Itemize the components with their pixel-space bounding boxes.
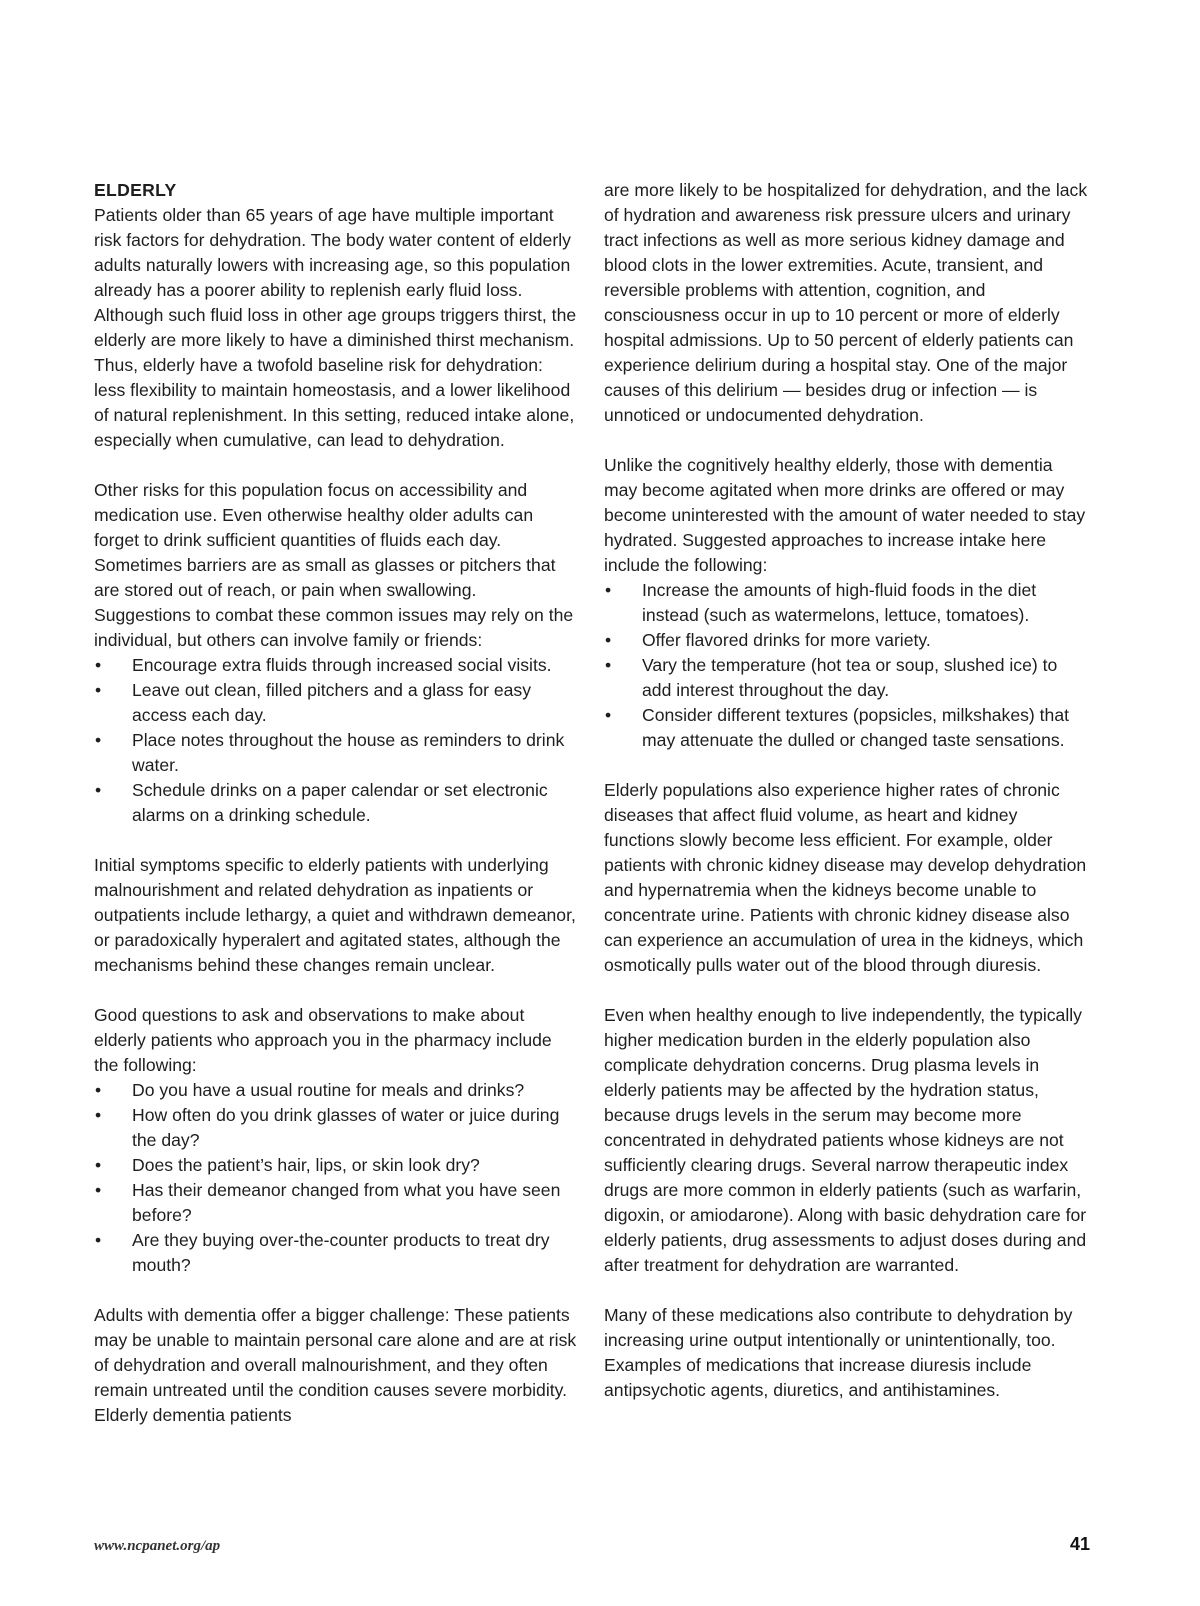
left-column xyxy=(94,178,578,1428)
list-item: • Encourage extra fluids through increased social visits. xyxy=(94,653,578,678)
paragraph: are more likely to be hospitalized for dehydration, and the lack of hydration and awareness risk pressure ulcers and urinary tract infections as well as more serious kidney damage and blood clots in the lower extremities. Acute, transient, and reversible problems with attention, cognition, and consciousness occur in up to 10 percent or more of elderly hospital admissions. Up to 50 percent of elderly patients can experience delirium during a hospital stay. One of the major causes of this delirium — besides drug or infection — is unnoticed or undocumented dehydration. xyxy=(604,180,1088,425)
paragraph: Initial symptoms specific to elderly patients with underlying malnourishment and related dehydration as inpatients or outpatients include lethargy, a quiet and withdrawn demeanor, or paradoxically hyperalert and agitated states, although the mechanisms behind these changes remain unclear. xyxy=(94,855,576,975)
paragraph: Other risks for this population focus on accessibility and medication use. Even otherwise healthy older adults can forget to drink sufficient quantities of fluids each day. Sometimes barriers are as small as glasses or pitchers that are stored out of reach, or pain when swallowing. Suggestions to combat these common issues may rely on the individual, but others can involve family or friends: xyxy=(94,480,574,650)
list-item: • Are they buying over-the-counter products to treat dry mouth? xyxy=(94,1228,578,1278)
paragraph: Patients older than 65 years of age have multiple important risk factors for dehydration. The body water content of elderly adults naturally lowers with increasing age, so this population already has a poorer ability to replenish early fluid loss. Although such fluid loss in other age groups triggers thirst, the elderly are more likely to have a diminished thirst mechanism. Thus, elderly have a twofold baseline risk for dehydration: less flexibility to maintain homeostasis, and a lower likelihood of natural replenishment. In this setting, reduced intake alone, especially when cumulative, can lead to dehydration. xyxy=(94,205,577,450)
list-item: • Vary the temperature (hot tea or soup, slushed ice) to add interest throughout the day. xyxy=(604,653,1088,703)
bullet-list xyxy=(94,1078,578,1278)
bullet-list xyxy=(604,578,1088,753)
paragraph: Elderly populations also experience higher rates of chronic diseases that affect fluid volume, as heart and kidney functions slowly become less efficient. For example, older patients with chronic kidney disease may develop dehydration and hypernatremia when the kidneys become unable to concentrate urine. Patients with chronic kidney disease also can experience an accumulation of urea in the kidneys, which osmotically pulls water out of the blood through diuresis. xyxy=(604,780,1087,975)
paragraph: Many of these medications also contribute to dehydration by increasing urine output intentionally or unintentionally, too. Examples of medications that increase diuresis include antipsychotic agents, diuretics, and antihistamines. xyxy=(604,1305,1073,1400)
list-item: • Do you have a usual routine for meals and drinks? xyxy=(94,1078,578,1103)
list-item: • Place notes throughout the house as reminders to drink water. xyxy=(94,728,578,778)
list-item: • Does the patient’s hair, lips, or skin look dry? xyxy=(94,1153,578,1178)
list-item: • Offer flavored drinks for more variety. xyxy=(604,628,1088,653)
list-item: • How often do you drink glasses of water or juice during the day? xyxy=(94,1103,578,1153)
list-item: • Leave out clean, filled pitchers and a glass for easy access each day. xyxy=(94,678,578,728)
footer-url: www.ncpanet.org/ap xyxy=(94,1538,221,1554)
paragraph: Unlike the cognitively healthy elderly, those with dementia may become agitated when more drinks are offered or may become uninterested with the amount of water needed to stay hydrated. Suggested approaches to increase intake here include the following: xyxy=(604,455,1086,575)
paragraph: Adults with dementia offer a bigger challenge: These patients may be unable to maintain personal care alone and are at risk of dehydration and overall malnourishment, and they often remain untreated until the condition causes severe morbidity. Elderly dementia patients xyxy=(94,1305,577,1425)
list-item: • Schedule drinks on a paper calendar or set electronic alarms on a drinking schedule. xyxy=(94,778,578,828)
right-column xyxy=(604,178,1088,1403)
list-item: • Consider different textures (popsicles, milkshakes) that may attenuate the dulled or changed taste sensations. xyxy=(604,703,1088,753)
paragraph: Good questions to ask and observations to make about elderly patients who approach you in the pharmacy include the following: xyxy=(94,1005,552,1075)
list-item: • Increase the amounts of high-fluid foods in the diet instead (such as watermelons, lettuce, tomatoes). xyxy=(604,578,1088,628)
page-number: 41 xyxy=(1069,1534,1090,1554)
paragraph: Even when healthy enough to live independently, the typically higher medication burden in the elderly population also complicate dehydration concerns. Drug plasma levels in elderly patients may be affected by the hydration status, because drugs levels in the serum may become more concentrated in dehydrated patients whose kidneys are not sufficiently clearing drugs. Several narrow therapeutic index drugs are more common in elderly patients (such as warfarin, digoxin, or amiodarone). Along with basic dehydration care for elderly patients, drug assessments to adjust doses during and after treatment for dehydration are warranted. xyxy=(604,1005,1087,1275)
section-heading: ELDERLY xyxy=(94,180,177,200)
bullet-list xyxy=(94,653,578,828)
list-item: • Has their demeanor changed from what you have seen before? xyxy=(94,1178,578,1228)
